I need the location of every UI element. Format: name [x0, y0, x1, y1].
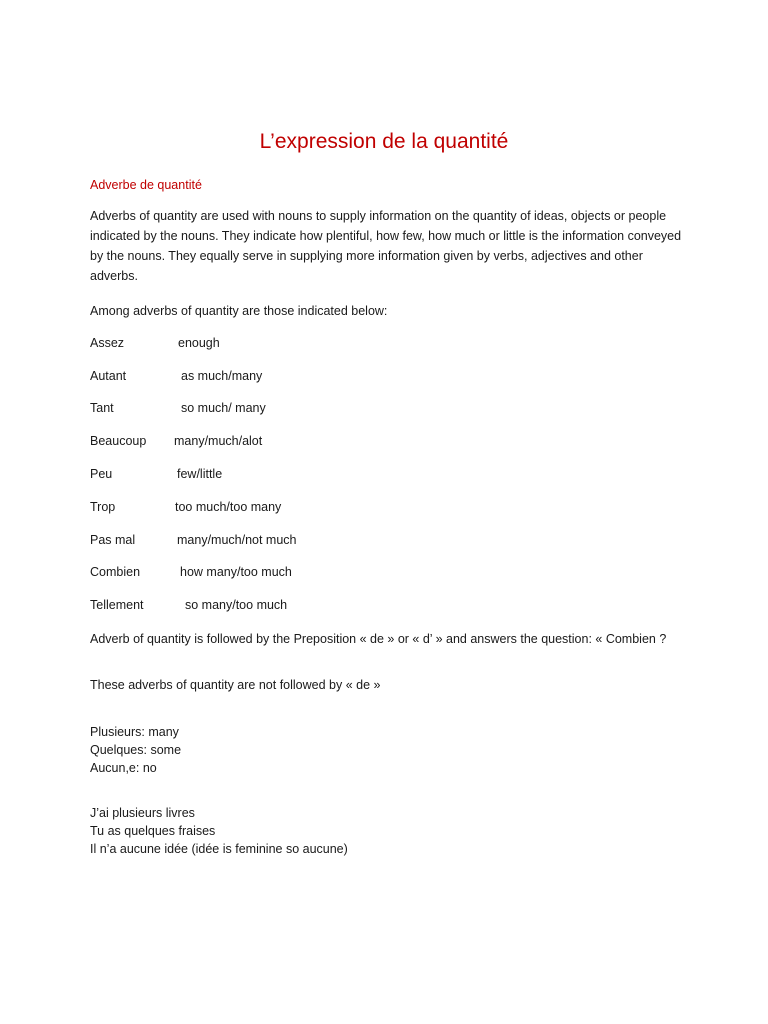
examples-list [90, 804, 348, 858]
vocab-french: Trop [90, 500, 116, 514]
intro-paragraph: Adverbs of quantity are used with nouns to supply information on the quantity of ideas, objects or people indicated by the nouns. They indicate how plentiful, how few, how much or little is the information conveyed by the nouns. They equally serve in supplying more information given by verbs, adjectives and other adverbs. [90, 209, 682, 283]
list-item: Quelques: some [90, 743, 182, 757]
vocab-english: many/much/alot [174, 434, 263, 448]
vocab-row [90, 336, 490, 356]
vocab-row [90, 533, 490, 553]
not-followed-note: These adverbs of quantity are not followed by « de » [90, 678, 381, 692]
vocab-french: Combien [90, 565, 141, 579]
example-sentence: Il n’a aucune idée (idée is feminine so aucune) [90, 842, 348, 856]
vocab-english: enough [178, 336, 220, 350]
vocab-french: Assez [90, 336, 125, 350]
vocab-row [90, 434, 490, 454]
example-sentence: Tu as quelques fraises [90, 824, 216, 838]
vocab-english: many/much/not much [177, 533, 297, 547]
section-subheading: Adverbe de quantité [90, 178, 202, 192]
example-sentence: J’ai plusieurs livres [90, 806, 195, 820]
vocab-english: so many/too much [185, 598, 288, 612]
vocab-english: so much/ many [181, 401, 266, 415]
not-followed-list [90, 723, 181, 777]
vocab-french: Tellement [90, 598, 144, 612]
vocab-french: Peu [90, 467, 113, 481]
vocab-row [90, 565, 490, 585]
vocab-row [90, 401, 490, 421]
vocab-row [90, 467, 490, 487]
preposition-note: Adverb of quantity is followed by the Preposition « de » or « d’ » and answers the question: « Combien ? [90, 632, 667, 646]
vocab-row [90, 598, 490, 618]
vocab-english: too much/too many [175, 500, 282, 514]
page-title: L’expression de la quantité [259, 130, 509, 153]
vocab-french: Tant [90, 401, 114, 415]
list-item: Plusieurs: many [90, 725, 179, 739]
vocab-french: Beaucoup [90, 434, 147, 448]
vocab-english: how many/too much [180, 565, 292, 579]
vocab-row [90, 369, 490, 389]
among-paragraph: Among adverbs of quantity are those indicated below: [90, 304, 388, 318]
vocab-english: as much/many [181, 369, 263, 383]
vocab-french: Autant [90, 369, 127, 383]
list-item: Aucun,e: no [90, 761, 157, 775]
vocab-english: few/little [177, 467, 223, 481]
vocab-french: Pas mal [90, 533, 136, 547]
vocab-row [90, 500, 490, 520]
